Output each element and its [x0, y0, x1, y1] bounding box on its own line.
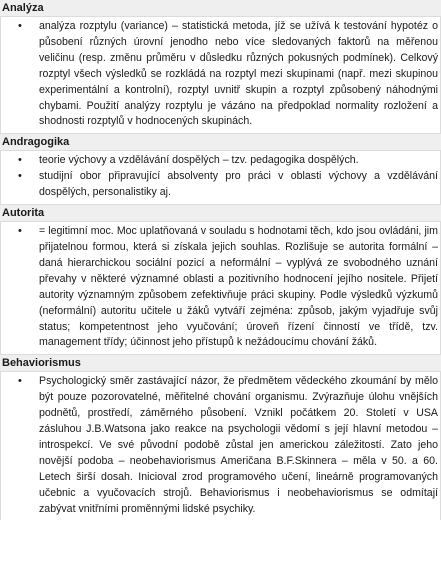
definition-item: • = legitimní moc. Moc uplatňovaná v souladu s hodnotami těch, kdo jsou ovládáni, jim přijatelnou formou, která si získala jejich souhlas. Rozlišuje se autorita formální – daná hierarchickou sociální pozicí a neformální – vyplývá ze svobodného uznání převahy v některé významné oblasti a pozitivního hodnocení jejího nositele. Přijetí autority významným způsobem zefektivňuje práci skupiny. Podle výsledků výzkumů (neformální) autoritu učitele u žáků vytváří zejména: způsob, jakým vyjadřuje svůj status; kompetentnost jeho vyučování; úroveň řízení činností ve třídě, tzv. management třídy; účinnost jeho přístupů k nežádoucímu chování žáků. — [39, 224, 438, 351]
definition-block-autorita — [0, 222, 441, 354]
definition-block-behaviorismus — [0, 372, 441, 520]
definition-item: • analýza rozptylu (variance) – statistická metoda, jíž se užívá k testování hypotéz o působení různých úrovní jenodho nebo více sledovaných faktorů na měřenou veličinu (resp. změnu průměru v důsledku různých pokusných podmínek). Celkový rozptyl všech výsledků se rozkládá na rozptyl mezi skupinami (např. mezi skupinou experimentální a kontrolní), rozptyl uvnitř skupin a rozptyl způsobený náhodnými chybami. Použití analýzy rozptylu je vázáno na předpoklad normality rozložení a shodnosti rozptylů v hodnocených skupinách. — [39, 19, 438, 130]
definition-list — [3, 374, 438, 517]
term-heading-analyza: Analýza — [0, 0, 441, 17]
term-heading-autorita: Autorita — [0, 204, 441, 222]
term-heading-behaviorismus: Behaviorismus — [0, 354, 441, 372]
definition-block-analyza — [0, 17, 441, 133]
definition-block-andragogika — [0, 151, 441, 204]
definition-list — [3, 19, 438, 130]
definition-item: • teorie výchovy a vzdělávání dospělých – tzv. pedagogika dospělých. — [39, 153, 438, 169]
term-heading-andragogika: Andragogika — [0, 133, 441, 151]
definition-list — [3, 224, 438, 351]
definition-item: • studijní obor připravující absolventy pro práci v oblasti výchovy a vzdělávání dospělých, personalistiky aj. — [39, 169, 438, 201]
definition-item: • Psychologický směr zastávající názor, že předmětem vědeckého zkoumání by mělo být pouze pozorovatelné, měřitelné chování organismu. Zvýrazňuje úlohu vnějších podnětů, prostředí, záměrného působení. Vznikl počátkem 20. Století v USA zásluhou J.B.Watsona jako reakce na psychologii vědomí s její hlavní metodou – introspekcí. Ve své původní podobě zůstal jen americkou záležitostí. Zato jeho novější podoba – neobehaviorismus Američana B.F.Skinnera – měla v 50. a 60. Letech širší dosah. Inicioval zrod programového učení, lineárně programovaných učebnic a vyučovacích strojů. Behaviorismus i neobehaviorismus se odmítají zabývat vnitřními proměnnými lidské psychiky. — [39, 374, 438, 517]
definition-list — [3, 153, 438, 201]
